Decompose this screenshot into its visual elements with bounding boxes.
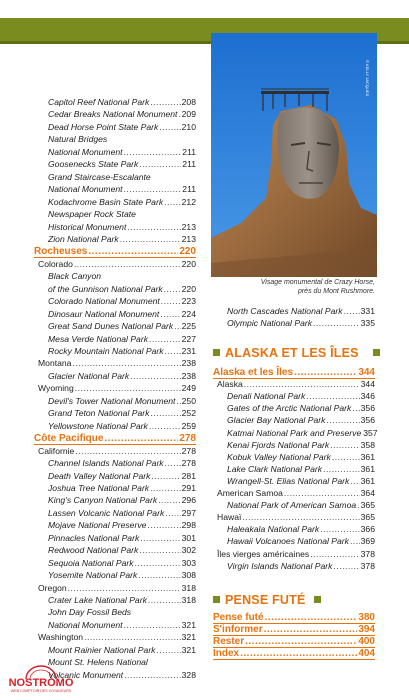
toc-park-row: [227, 391, 375, 402]
toc-park-row: [48, 508, 196, 519]
toc-park-row: [227, 440, 375, 451]
toc-park-row: [48, 309, 196, 320]
toc-entry-title: Hawaï: [217, 512, 242, 523]
toc-entry-title: Mesa Verde National Park: [48, 333, 148, 344]
toc-park-row: [227, 415, 375, 426]
toc-leader-dots: [160, 309, 180, 320]
square-bullet-icon: [314, 596, 321, 603]
toc-leader-dots: [124, 184, 182, 195]
toc-leader-dots: [74, 259, 181, 270]
toc-page-number: 404: [358, 648, 375, 659]
toc-entry-title: Washington: [38, 632, 84, 643]
toc-page-number: 211: [182, 184, 196, 195]
toc-leader-dots: [164, 284, 181, 295]
toc-page-number: 400: [358, 636, 375, 647]
toc-page-number: 394: [358, 624, 375, 635]
pense-heading-text: PENSE FUTÉ: [225, 593, 306, 607]
toc-page-number: 296: [181, 495, 196, 506]
toc-page-number: 378: [360, 560, 375, 571]
logo-mark: [6, 663, 76, 695]
toc-page-number: 318: [181, 582, 196, 593]
toc-state-row: [217, 512, 375, 523]
toc-entry-title: Newspaper Rock State: [48, 209, 136, 220]
toc-entry-title: Îles vierges américaines: [217, 548, 310, 559]
toc-entry-title: Historical Monument: [48, 221, 127, 232]
toc-leader-dots: [352, 403, 359, 414]
toc-park-row: [48, 147, 196, 158]
toc-park-row: [48, 97, 196, 108]
toc-leader-dots: [323, 464, 360, 475]
toc-page-number: 278: [181, 445, 196, 456]
toc-page-number: 366: [360, 524, 375, 535]
toc-leader-dots: [75, 446, 180, 457]
toc-page-number: 252: [181, 408, 196, 419]
toc-park-row: [48, 520, 196, 531]
toc-leader-dots: [284, 488, 360, 499]
toc-park-row: [48, 234, 196, 245]
toc-leader-dots: [139, 159, 181, 170]
toc-page-number: 358: [360, 439, 375, 450]
toc-entry-title: National Park of American Samoa: [227, 500, 357, 511]
toc-page-number: 318: [181, 595, 196, 605]
toc-leader-dots: [151, 471, 180, 482]
toc-leader-dots: [120, 234, 181, 245]
toc-page-number: 301: [181, 532, 196, 543]
toc-entry-title: National Monument: [48, 146, 123, 157]
toc-park-row: [48, 495, 196, 506]
svg-text:NOSTROMO: NOSTROMO: [8, 677, 74, 689]
toc-region-row: [213, 367, 375, 379]
toc-entry-title: Grand Staircase-Escalante: [48, 171, 151, 182]
toc-park-row: [48, 222, 196, 233]
toc-page-number: 365: [360, 500, 375, 511]
toc-entry-title: Glacier Bay National Park: [227, 415, 326, 426]
toc-entry-title: Lake Clark National Park: [227, 463, 323, 474]
toc-page-number: 302: [181, 545, 196, 556]
toc-state-row: [38, 583, 196, 594]
toc-entry-title: Haleakala National Park: [227, 524, 320, 535]
photo-image: [211, 33, 377, 277]
toc-leader-dots: [350, 536, 360, 547]
toc-entry-title: Goosenecks State Park: [48, 159, 139, 170]
toc-entry-title: Natural Bridges: [48, 134, 108, 145]
toc-leader-dots: [158, 495, 181, 506]
toc-page-number: 220: [181, 283, 196, 294]
toc-leader-dots: [176, 396, 180, 407]
toc-pense-row: [213, 612, 375, 624]
toc-entry-title: Redwood National Park: [48, 545, 139, 556]
toc-entry-title: Death Valley National Park: [48, 470, 151, 481]
toc-park-row: [227, 524, 375, 535]
toc-page-number: 249: [181, 383, 196, 394]
photo-credit: © KELLY JACQUES: [365, 60, 370, 97]
toc-page-number: 321: [181, 644, 196, 655]
toc-leader-dots: [265, 612, 358, 623]
toc-page-number: 291: [181, 482, 196, 493]
alaska-section-heading: [213, 346, 385, 360]
toc-park-row: [48, 134, 196, 145]
toc-region-row: [34, 433, 196, 445]
toc-entry-title: Californie: [38, 445, 75, 456]
toc-entry-title: Kodachrome Basin State Park: [48, 196, 164, 207]
toc-page-number: 220: [181, 258, 196, 269]
toc-page-number: 321: [181, 619, 196, 630]
toc-leader-dots: [104, 433, 178, 444]
toc-entry-title: Rocheuses: [34, 246, 88, 258]
toc-park-row: [48, 471, 196, 482]
toc-entry-title: Mount Rainier National Park: [48, 644, 156, 655]
toc-page-number: 224: [181, 308, 196, 319]
toc-entry-title: National Monument: [48, 184, 123, 195]
photo-caption: [215, 279, 375, 296]
toc-park-row: [48, 545, 196, 556]
svg-text:WEB COMPTOIR DES VOYAGEURS: WEB COMPTOIR DES VOYAGEURS: [10, 689, 72, 693]
toc-leader-dots: [164, 197, 181, 208]
toc-entry-title: Great Sand Dunes National Park: [48, 321, 174, 332]
toc-page-number: 210: [181, 121, 196, 132]
toc-entry-title: King's Canyon National Park: [48, 495, 158, 506]
square-bullet-icon: [213, 596, 220, 603]
toc-entry-title: Colorado National Monument: [48, 296, 160, 307]
toc-page-number: 298: [181, 520, 196, 531]
toc-entry-title: Pense futé: [213, 612, 264, 623]
toc-entry-title: Channel Islands National Park: [48, 458, 164, 469]
toc-entry-title: Mojave National Preserve: [48, 520, 147, 531]
toc-leader-dots: [245, 636, 357, 647]
toc-park-row: [48, 558, 196, 569]
toc-leader-dots: [242, 512, 359, 523]
toc-page-number: 361: [360, 451, 375, 462]
toc-page-number: 346: [360, 391, 375, 402]
toc-park-row: [48, 284, 196, 295]
crazy-horse-photo: [211, 33, 377, 277]
toc-entry-title: Dead Horse Point State Park: [48, 121, 159, 132]
toc-page-number: 281: [181, 470, 196, 481]
toc-pense-row: [213, 636, 375, 648]
toc-leader-dots: [75, 383, 181, 394]
caption-line-1: Visage monumental de Crazy Horse,: [260, 279, 375, 286]
toc-leader-dots: [326, 415, 359, 426]
toc-entry-title: Alaska: [217, 379, 243, 390]
toc-page-number: 356: [360, 415, 375, 426]
toc-page-number: 361: [360, 463, 375, 474]
toc-leader-dots: [127, 222, 180, 233]
toc-entry-title: Denali National Park: [227, 391, 306, 402]
toc-leader-dots: [330, 440, 359, 451]
toc-park-row: [227, 306, 375, 317]
toc-entry-title: Yellowstone National Park: [48, 420, 148, 431]
toc-park-row: [48, 334, 196, 345]
toc-leader-dots: [165, 346, 181, 357]
toc-entry-title: Mount St. Helens National: [48, 657, 148, 668]
toc-page-number: 213: [181, 233, 196, 244]
toc-leader-dots: [320, 524, 359, 535]
toc-page-number: 378: [360, 548, 375, 559]
toc-park-row: [48, 607, 196, 618]
toc-park-row: [227, 476, 375, 487]
toc-leader-dots: [140, 533, 180, 544]
toc-leader-dots: [165, 458, 181, 469]
toc-leader-dots: [68, 583, 181, 594]
toc-park-row: [227, 403, 375, 414]
toc-leader-dots: [333, 561, 359, 572]
toc-leader-dots: [124, 147, 182, 158]
toc-leader-dots: [310, 549, 359, 560]
toc-leader-dots: [130, 371, 180, 382]
toc-state-row: [217, 549, 375, 560]
toc-park-row: [48, 421, 196, 432]
toc-park-row: [48, 371, 196, 382]
toc-entry-title: Zion National Park: [48, 233, 119, 244]
toc-page-number: 297: [181, 507, 196, 518]
toc-page-number: 225: [181, 321, 196, 332]
toc-entry-title: Cedar Breaks National Monument: [48, 109, 178, 120]
toc-state-row: [217, 488, 375, 499]
toc-page-number: 259: [181, 420, 196, 431]
square-bullet-icon: [373, 349, 380, 356]
toc-entry-title: of the Gunnison National Park: [48, 283, 163, 294]
toc-park-row: [48, 172, 196, 183]
toc-page-number: 357: [363, 427, 378, 438]
toc-leader-dots: [174, 321, 181, 332]
toc-entry-title: Joshua Tree National Park: [48, 482, 150, 493]
toc-entry-title: Glacier National Park: [48, 370, 130, 381]
toc-leader-dots: [150, 408, 180, 419]
toc-page-number: 212: [181, 196, 196, 207]
toc-park-row: [48, 159, 196, 170]
toc-leader-dots: [244, 379, 360, 390]
toc-leader-dots: [149, 421, 181, 432]
toc-entry-title: John Day Fossil Beds: [48, 607, 132, 618]
toc-leader-dots: [147, 520, 180, 531]
toc-park-row: [48, 296, 196, 307]
toc-page-number: 328: [181, 669, 196, 680]
toc-page-number: 238: [181, 370, 196, 381]
toc-page-number: 278: [179, 433, 196, 445]
toc-page-number: 208: [181, 97, 196, 107]
toc-leader-dots: [124, 670, 181, 681]
toc-leader-dots: [350, 476, 359, 487]
toc-page-number: 250: [181, 395, 196, 406]
toc-page-number: 303: [181, 557, 196, 568]
toc-entry-title: Alaska et les Îles: [213, 367, 294, 378]
toc-page-number: 335: [360, 318, 375, 328]
toc-leader-dots: [149, 334, 181, 345]
toc-leader-dots: [313, 318, 360, 329]
toc-park-row: [48, 346, 196, 357]
toc-park-row: [48, 321, 196, 332]
toc-state-row: [38, 632, 196, 643]
toc-leader-dots: [264, 624, 358, 635]
toc-entry-title: Wrangell-St. Elias National Park: [227, 475, 350, 486]
toc-leader-dots: [178, 109, 180, 120]
toc-park-row: [48, 408, 196, 419]
toc-park-row: [48, 570, 196, 581]
toc-pense-row: [213, 624, 375, 636]
toc-page-number: 220: [179, 246, 196, 258]
toc-park-row: [227, 561, 375, 572]
toc-entry-title: National Monument: [48, 619, 123, 630]
toc-leader-dots: [161, 296, 181, 307]
toc-region-row: [34, 246, 196, 258]
toc-leader-dots: [72, 358, 180, 369]
toc-entry-title: Oregon: [38, 582, 67, 593]
toc-entry-title: Montana: [38, 358, 72, 369]
toc-leader-dots: [88, 246, 178, 257]
toc-park-row: [48, 483, 196, 494]
toc-page-number: 344: [360, 379, 375, 390]
toc-page-number: 231: [181, 346, 196, 356]
toc-leader-dots: [344, 306, 360, 317]
toc-park-row: [48, 396, 196, 407]
toc-leader-dots: [159, 122, 180, 133]
toc-leader-dots: [148, 595, 181, 606]
alaska-heading-text: ALASKA ET LES ÎLES: [225, 346, 359, 360]
toc-entry-title: Pinnacles National Park: [48, 532, 140, 543]
toc-state-row: [38, 259, 196, 270]
toc-page-number: 380: [358, 612, 375, 623]
toc-park-row: [227, 464, 375, 475]
toc-leader-dots: [84, 632, 181, 643]
toc-entry-title: Virgin Islands National Park: [227, 560, 333, 571]
toc-entry-title: Index: [213, 648, 240, 659]
toc-park-row: [48, 209, 196, 220]
toc-park-row: [48, 271, 196, 282]
toc-entry-title: Hawaii Volcanoes National Park: [227, 536, 349, 547]
toc-entry-title: Gates of the Arctic National Park: [227, 403, 352, 414]
toc-page-number: 321: [181, 632, 196, 643]
toc-page-number: 308: [181, 570, 196, 581]
toc-park-row: [227, 427, 378, 439]
toc-state-row: [38, 383, 196, 394]
toc-park-row: [48, 620, 196, 631]
toc-entry-title: Kenai Fjords National Park: [227, 439, 330, 450]
toc-entry-title: Lassen Volcanic National Park: [48, 507, 165, 518]
toc-park-row: [48, 595, 196, 606]
toc-page-number: 369: [360, 536, 375, 547]
toc-leader-dots: [156, 645, 180, 656]
toc-park-row: [227, 536, 375, 547]
toc-park-row: [48, 533, 196, 544]
nostromo-logo: [6, 663, 76, 695]
toc-page-number: 223: [181, 296, 196, 307]
toc-leader-dots: [150, 97, 180, 108]
pense-section-heading: [213, 593, 326, 607]
toc-entry-title: Volcanic Monument: [48, 669, 124, 680]
toc-leader-dots: [165, 508, 180, 519]
toc-entry-title: Rocky Mountain National Park: [48, 346, 164, 356]
toc-leader-dots: [332, 452, 360, 463]
toc-page-number: 361: [360, 475, 375, 486]
toc-park-row: [48, 458, 196, 469]
toc-state-row: [38, 358, 196, 369]
toc-entry-title: Colorado: [38, 258, 73, 269]
toc-entry-title: Côte Pacifique: [34, 433, 104, 445]
toc-page-number: 209: [181, 109, 196, 120]
toc-park-row: [48, 184, 196, 195]
toc-page-number: 211: [182, 159, 196, 170]
toc-leader-dots: [138, 570, 180, 581]
toc-page-number: 211: [182, 146, 196, 157]
toc-entry-title: Crater Lake National Park: [48, 595, 147, 605]
toc-leader-dots: [240, 648, 357, 659]
toc-page-number: 227: [181, 333, 196, 344]
caption-line-2: près du Mont Rushmore.: [297, 287, 375, 295]
toc-page-number: 238: [181, 358, 196, 369]
toc-state-row: [217, 379, 375, 390]
toc-park-row: [227, 452, 375, 463]
toc-entry-title: Devil's Tower National Monument: [48, 395, 176, 406]
toc-entry-title: American Samoa: [217, 488, 283, 498]
toc-page-number: 213: [181, 221, 196, 232]
toc-park-row: [48, 197, 196, 208]
toc-entry-title: Yosemite National Park: [48, 570, 138, 581]
toc-entry-title: Capitol Reef National Park: [48, 97, 150, 107]
toc-leader-dots: [150, 483, 181, 494]
toc-entry-title: Kobuk Valley National Park: [227, 451, 331, 462]
toc-entry-title: Rester: [213, 636, 245, 647]
toc-entry-title: Katmai National Park and Preserve: [227, 427, 362, 438]
toc-entry-title: Black Canyon: [48, 271, 102, 282]
toc-leader-dots: [139, 545, 180, 556]
toc-entry-title: Dinosaur National Monument: [48, 308, 160, 319]
toc-leader-dots: [357, 500, 360, 511]
toc-entry-title: North Cascades National Park: [227, 306, 343, 316]
toc-entry-title: Sequoia National Park: [48, 557, 134, 568]
toc-leader-dots: [306, 391, 359, 402]
toc-leader-dots: [124, 620, 181, 631]
toc-leader-dots: [294, 367, 357, 378]
toc-entry-title: Olympic National Park: [227, 318, 313, 328]
toc-entry-title: Wyoming: [38, 383, 74, 394]
toc-park-row: [227, 500, 375, 511]
toc-park-row: [227, 318, 375, 329]
toc-page-number: 344: [358, 367, 375, 378]
toc-park-row: [48, 122, 196, 133]
toc-pense-row: [213, 648, 375, 660]
toc-page-number: 365: [360, 512, 375, 523]
toc-entry-title: S'informer: [213, 624, 263, 635]
toc-entry-title: Grand Teton National Park: [48, 408, 150, 419]
toc-page-number: 356: [360, 403, 375, 414]
toc-page-number: 364: [360, 488, 375, 498]
toc-state-row: [38, 446, 196, 457]
square-bullet-icon: [213, 349, 220, 356]
toc-park-row: [48, 645, 196, 656]
toc-page-number: 331: [360, 306, 375, 316]
toc-leader-dots: [135, 558, 181, 569]
toc-park-row: [48, 109, 196, 120]
toc-page-number: 278: [181, 458, 196, 469]
